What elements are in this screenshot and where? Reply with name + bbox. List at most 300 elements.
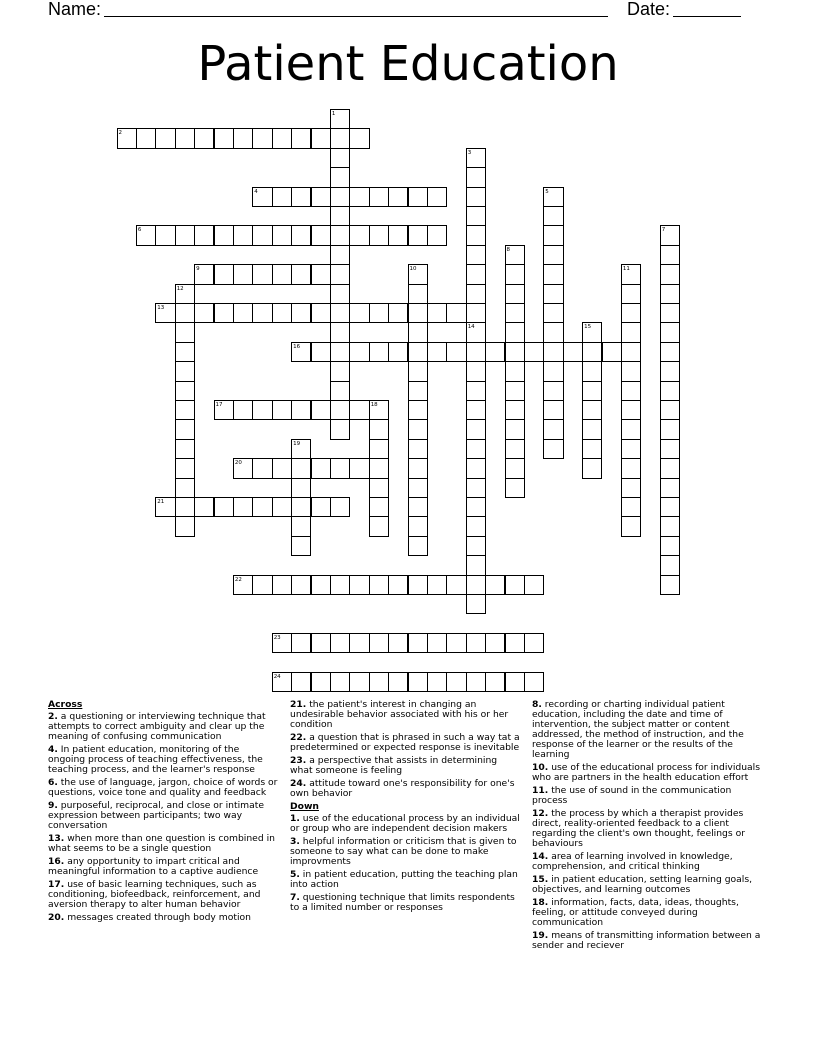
grid-cell[interactable] <box>621 322 641 342</box>
down-clue <box>290 814 520 834</box>
grid-cell[interactable] <box>252 187 272 207</box>
grid-cell[interactable] <box>214 225 234 245</box>
grid-cell[interactable] <box>446 575 466 595</box>
grid-cell[interactable] <box>291 575 311 595</box>
grid-cell[interactable] <box>660 284 680 304</box>
grid-cell[interactable] <box>369 400 389 420</box>
grid-cell[interactable] <box>175 322 195 342</box>
grid-cell[interactable] <box>621 400 641 420</box>
grid-cell[interactable] <box>660 322 680 342</box>
grid-cell[interactable] <box>272 264 292 284</box>
grid-cell[interactable] <box>466 264 486 284</box>
grid-cell[interactable] <box>543 361 563 381</box>
grid-cell[interactable] <box>446 303 466 323</box>
grid-cell[interactable] <box>349 225 369 245</box>
grid-cell[interactable] <box>252 303 272 323</box>
grid-cell[interactable] <box>427 342 447 362</box>
grid-cell[interactable] <box>466 225 486 245</box>
grid-cell[interactable] <box>214 128 234 148</box>
grid-cell[interactable] <box>349 400 369 420</box>
clue-number-label: 16. <box>48 856 65 867</box>
grid-cell[interactable] <box>349 342 369 362</box>
grid-cell[interactable] <box>660 381 680 401</box>
grid-cell[interactable] <box>311 303 331 323</box>
grid-cell[interactable] <box>408 284 428 304</box>
grid-cell[interactable] <box>408 458 428 478</box>
grid-cell[interactable] <box>505 284 525 304</box>
grid-cell[interactable] <box>155 225 175 245</box>
grid-cell[interactable] <box>330 245 350 265</box>
clue-number: 6 <box>137 227 142 234</box>
grid-cell[interactable] <box>602 342 622 362</box>
grid-cell[interactable] <box>505 245 525 265</box>
grid-cell[interactable] <box>291 400 311 420</box>
grid-cell[interactable] <box>505 264 525 284</box>
grid-cell[interactable] <box>272 128 292 148</box>
grid-cell[interactable] <box>466 555 486 575</box>
grid-cell[interactable] <box>272 633 292 653</box>
grid-cell[interactable] <box>621 342 641 362</box>
grid-cell[interactable] <box>408 187 428 207</box>
grid-cell[interactable] <box>291 672 311 692</box>
grid-cell[interactable] <box>466 478 486 498</box>
grid-cell[interactable] <box>466 206 486 226</box>
grid-cell[interactable] <box>369 187 389 207</box>
grid-cell[interactable] <box>524 342 544 362</box>
grid-cell[interactable] <box>330 128 350 148</box>
grid-cell[interactable] <box>543 245 563 265</box>
grid-cell[interactable] <box>233 575 253 595</box>
grid-cell[interactable] <box>466 400 486 420</box>
grid-cell[interactable] <box>621 381 641 401</box>
down-clue <box>532 763 768 783</box>
grid-cell[interactable] <box>311 264 331 284</box>
grid-cell[interactable] <box>330 206 350 226</box>
grid-cell[interactable] <box>252 400 272 420</box>
grid-cell[interactable] <box>505 672 525 692</box>
grid-cell[interactable] <box>330 497 350 517</box>
grid-cell[interactable] <box>427 575 447 595</box>
grid-cell[interactable] <box>505 322 525 342</box>
grid-cell[interactable] <box>466 245 486 265</box>
grid-cell[interactable] <box>175 458 195 478</box>
across-clue <box>48 801 278 831</box>
grid-cell[interactable] <box>660 516 680 536</box>
grid-cell[interactable] <box>660 342 680 362</box>
grid-cell[interactable] <box>330 361 350 381</box>
grid-cell[interactable] <box>466 458 486 478</box>
grid-cell[interactable] <box>466 303 486 323</box>
grid-cell[interactable] <box>330 225 350 245</box>
grid-cell[interactable] <box>660 555 680 575</box>
grid-cell[interactable] <box>446 672 466 692</box>
grid-cell[interactable] <box>505 361 525 381</box>
grid-cell[interactable] <box>291 342 311 362</box>
grid-cell[interactable] <box>291 478 311 498</box>
grid-cell[interactable] <box>349 458 369 478</box>
grid-cell[interactable] <box>408 497 428 517</box>
grid-cell[interactable] <box>660 264 680 284</box>
grid-cell[interactable] <box>311 633 331 653</box>
grid-cell[interactable] <box>660 439 680 459</box>
grid-cell[interactable] <box>466 536 486 556</box>
grid-cell[interactable] <box>330 264 350 284</box>
grid-cell[interactable] <box>330 633 350 653</box>
grid-cell[interactable] <box>272 400 292 420</box>
grid-cell[interactable] <box>582 342 602 362</box>
grid-cell[interactable] <box>214 303 234 323</box>
grid-cell[interactable] <box>408 516 428 536</box>
grid-cell[interactable] <box>291 187 311 207</box>
clue-number-label: 19. <box>532 930 549 941</box>
grid-cell[interactable] <box>621 516 641 536</box>
grid-cell[interactable] <box>582 458 602 478</box>
grid-cell[interactable] <box>194 128 214 148</box>
grid-cell[interactable] <box>524 672 544 692</box>
grid-cell[interactable] <box>233 400 253 420</box>
grid-cell[interactable] <box>505 381 525 401</box>
clue-text: a question that is phrased in such a way tat a predetermined or expected response is inevitable <box>290 732 520 753</box>
grid-cell[interactable] <box>388 342 408 362</box>
grid-cell[interactable] <box>233 303 253 323</box>
grid-cell[interactable] <box>349 128 369 148</box>
grid-cell[interactable] <box>621 439 641 459</box>
grid-cell[interactable] <box>272 225 292 245</box>
grid-cell[interactable] <box>175 361 195 381</box>
grid-cell[interactable] <box>369 516 389 536</box>
grid-cell[interactable] <box>291 536 311 556</box>
grid-cell[interactable] <box>175 497 195 517</box>
grid-cell[interactable] <box>582 361 602 381</box>
grid-cell[interactable] <box>388 633 408 653</box>
grid-cell[interactable] <box>427 303 447 323</box>
grid-cell[interactable] <box>330 167 350 187</box>
grid-cell[interactable] <box>485 633 505 653</box>
grid-cell[interactable] <box>233 128 253 148</box>
grid-cell[interactable] <box>660 361 680 381</box>
grid-cell[interactable] <box>505 633 525 653</box>
grid-cell[interactable] <box>543 419 563 439</box>
grid-cell[interactable] <box>427 672 447 692</box>
grid-cell[interactable] <box>466 497 486 517</box>
grid-cell[interactable] <box>408 439 428 459</box>
grid-cell[interactable] <box>369 419 389 439</box>
grid-cell[interactable] <box>582 322 602 342</box>
grid-cell[interactable] <box>582 439 602 459</box>
grid-cell[interactable] <box>621 458 641 478</box>
grid-cell[interactable] <box>408 478 428 498</box>
grid-cell[interactable] <box>621 478 641 498</box>
grid-cell[interactable] <box>660 497 680 517</box>
grid-cell[interactable] <box>155 497 175 517</box>
grid-cell[interactable] <box>582 381 602 401</box>
grid-cell[interactable] <box>214 497 234 517</box>
grid-cell[interactable] <box>408 575 428 595</box>
grid-cell[interactable] <box>505 400 525 420</box>
clue-text: the use of sound in the communication process <box>532 785 732 806</box>
grid-cell[interactable] <box>175 478 195 498</box>
grid-cell[interactable] <box>563 342 583 362</box>
grid-cell[interactable] <box>505 575 525 595</box>
grid-cell[interactable] <box>388 672 408 692</box>
grid-cell[interactable] <box>291 303 311 323</box>
grid-cell[interactable] <box>175 284 195 304</box>
grid-cell[interactable] <box>330 575 350 595</box>
grid-cell[interactable] <box>252 458 272 478</box>
grid-cell[interactable] <box>621 419 641 439</box>
grid-cell[interactable] <box>660 245 680 265</box>
grid-cell[interactable] <box>543 303 563 323</box>
grid-cell[interactable] <box>466 594 486 614</box>
grid-cell[interactable] <box>349 575 369 595</box>
grid-cell[interactable] <box>427 187 447 207</box>
grid-cell[interactable] <box>291 264 311 284</box>
grid-cell[interactable] <box>214 264 234 284</box>
grid-cell[interactable] <box>175 225 195 245</box>
grid-cell[interactable] <box>427 633 447 653</box>
grid-cell[interactable] <box>660 225 680 245</box>
grid-cell[interactable] <box>621 303 641 323</box>
grid-cell[interactable] <box>466 672 486 692</box>
down-clue <box>290 837 520 867</box>
clues-col-2 <box>290 700 520 916</box>
grid-cell[interactable] <box>311 342 331 362</box>
grid-cell[interactable] <box>175 303 195 323</box>
grid-cell[interactable] <box>233 225 253 245</box>
grid-cell[interactable] <box>543 264 563 284</box>
grid-cell[interactable] <box>175 342 195 362</box>
grid-cell[interactable] <box>311 672 331 692</box>
grid-cell[interactable] <box>505 303 525 323</box>
grid-cell[interactable] <box>330 284 350 304</box>
grid-cell[interactable] <box>660 536 680 556</box>
grid-cell[interactable] <box>252 128 272 148</box>
grid-cell[interactable] <box>543 206 563 226</box>
grid-cell[interactable] <box>175 400 195 420</box>
across-clue <box>48 857 278 877</box>
grid-cell[interactable] <box>233 264 253 284</box>
grid-cell[interactable] <box>660 458 680 478</box>
grid-cell[interactable] <box>291 633 311 653</box>
grid-cell[interactable] <box>543 381 563 401</box>
clue-number: 22 <box>234 576 242 583</box>
grid-cell[interactable] <box>369 342 389 362</box>
grid-cell[interactable] <box>291 458 311 478</box>
grid-cell[interactable] <box>621 497 641 517</box>
grid-cell[interactable] <box>543 439 563 459</box>
grid-cell[interactable] <box>466 516 486 536</box>
grid-cell[interactable] <box>369 458 389 478</box>
grid-cell[interactable] <box>388 187 408 207</box>
grid-cell[interactable] <box>330 303 350 323</box>
grid-cell[interactable] <box>330 342 350 362</box>
grid-cell[interactable] <box>505 458 525 478</box>
grid-cell[interactable] <box>660 303 680 323</box>
grid-cell[interactable] <box>369 439 389 459</box>
grid-cell[interactable] <box>369 225 389 245</box>
grid-cell[interactable] <box>349 303 369 323</box>
grid-cell[interactable] <box>466 148 486 168</box>
grid-cell[interactable] <box>311 225 331 245</box>
grid-cell[interactable] <box>272 458 292 478</box>
grid-cell[interactable] <box>330 187 350 207</box>
grid-cell[interactable] <box>330 148 350 168</box>
grid-cell[interactable] <box>505 342 525 362</box>
grid-cell[interactable] <box>388 303 408 323</box>
grid-cell[interactable] <box>330 381 350 401</box>
grid-cell[interactable] <box>466 633 486 653</box>
grid-cell[interactable] <box>660 419 680 439</box>
grid-cell[interactable] <box>621 284 641 304</box>
grid-cell[interactable] <box>524 633 544 653</box>
grid-cell[interactable] <box>291 128 311 148</box>
grid-cell[interactable] <box>349 187 369 207</box>
grid-cell[interactable] <box>349 633 369 653</box>
grid-cell[interactable] <box>369 672 389 692</box>
clue-text: when more than one question is combined in what seems to be a single question <box>48 833 275 854</box>
grid-cell[interactable] <box>621 361 641 381</box>
grid-cell[interactable] <box>272 303 292 323</box>
grid-cell[interactable] <box>369 633 389 653</box>
grid-cell[interactable] <box>408 536 428 556</box>
grid-cell[interactable] <box>349 672 369 692</box>
grid-cell[interactable] <box>272 575 292 595</box>
grid-cell[interactable] <box>485 672 505 692</box>
grid-cell[interactable] <box>485 342 505 362</box>
grid-cell[interactable] <box>252 497 272 517</box>
grid-cell[interactable] <box>291 225 311 245</box>
grid-cell[interactable] <box>175 128 195 148</box>
grid-cell[interactable] <box>194 225 214 245</box>
grid-cell[interactable] <box>214 400 234 420</box>
grid-cell[interactable] <box>194 264 214 284</box>
grid-cell[interactable] <box>136 225 156 245</box>
grid-cell[interactable] <box>272 187 292 207</box>
grid-cell[interactable] <box>330 322 350 342</box>
grid-cell[interactable] <box>466 361 486 381</box>
grid-cell[interactable] <box>175 381 195 401</box>
grid-cell[interactable] <box>369 497 389 517</box>
clue-number: 17 <box>215 402 223 408</box>
grid-cell[interactable] <box>621 264 641 284</box>
clue-text: recording or charting individual patient education, including the date and time of intervention, the subject matter or content addressed, the method of instruction, and the response of the learner or the results of the learning <box>532 699 744 760</box>
grid-cell[interactable] <box>543 322 563 342</box>
grid-cell[interactable] <box>408 342 428 362</box>
across-clue <box>48 913 278 923</box>
grid-cell[interactable] <box>155 303 175 323</box>
grid-cell[interactable] <box>408 225 428 245</box>
grid-cell[interactable] <box>408 381 428 401</box>
grid-cell[interactable] <box>369 575 389 595</box>
grid-cell[interactable] <box>175 516 195 536</box>
grid-cell[interactable] <box>466 381 486 401</box>
grid-cell[interactable] <box>388 225 408 245</box>
grid-cell[interactable] <box>311 458 331 478</box>
grid-cell[interactable] <box>330 672 350 692</box>
grid-cell[interactable] <box>466 187 486 207</box>
grid-cell[interactable] <box>233 458 253 478</box>
grid-cell[interactable] <box>291 497 311 517</box>
grid-cell[interactable] <box>505 439 525 459</box>
grid-cell[interactable] <box>660 478 680 498</box>
grid-cell[interactable] <box>369 303 389 323</box>
grid-cell[interactable] <box>466 284 486 304</box>
grid-cell[interactable] <box>543 187 563 207</box>
grid-cell[interactable] <box>408 672 428 692</box>
grid-cell[interactable] <box>272 497 292 517</box>
grid-cell[interactable] <box>466 167 486 187</box>
grid-cell[interactable] <box>408 264 428 284</box>
grid-cell[interactable] <box>311 400 331 420</box>
grid-cell[interactable] <box>330 109 350 129</box>
grid-cell[interactable] <box>466 322 486 342</box>
grid-cell[interactable] <box>582 400 602 420</box>
grid-cell[interactable] <box>252 264 272 284</box>
grid-cell[interactable] <box>543 400 563 420</box>
grid-cell[interactable] <box>408 419 428 439</box>
grid-cell[interactable] <box>330 400 350 420</box>
grid-cell[interactable] <box>505 419 525 439</box>
clue-number: 9 <box>196 266 200 273</box>
grid-cell[interactable] <box>117 128 137 148</box>
grid-cell[interactable] <box>466 575 486 595</box>
grid-cell[interactable] <box>408 322 428 342</box>
grid-cell[interactable] <box>543 284 563 304</box>
grid-cell[interactable] <box>136 128 156 148</box>
grid-cell[interactable] <box>446 633 466 653</box>
grid-cell[interactable] <box>291 516 311 536</box>
grid-cell[interactable] <box>485 575 505 595</box>
grid-cell[interactable] <box>311 128 331 148</box>
grid-cell[interactable] <box>408 400 428 420</box>
grid-cell[interactable] <box>466 439 486 459</box>
grid-cell[interactable] <box>446 342 466 362</box>
grid-cell[interactable] <box>194 497 214 517</box>
grid-cell[interactable] <box>408 361 428 381</box>
grid-cell[interactable] <box>311 497 331 517</box>
grid-cell[interactable] <box>311 187 331 207</box>
grid-cell[interactable] <box>252 225 272 245</box>
grid-cell[interactable] <box>175 419 195 439</box>
grid-cell[interactable] <box>543 342 563 362</box>
grid-cell[interactable] <box>194 303 214 323</box>
grid-cell[interactable] <box>660 575 680 595</box>
grid-cell[interactable] <box>252 575 272 595</box>
grid-cell[interactable] <box>291 439 311 459</box>
grid-cell[interactable] <box>427 225 447 245</box>
grid-cell[interactable] <box>330 419 350 439</box>
grid-cell[interactable] <box>466 419 486 439</box>
grid-cell[interactable] <box>660 400 680 420</box>
grid-cell[interactable] <box>505 478 525 498</box>
grid-cell[interactable] <box>233 497 253 517</box>
grid-cell[interactable] <box>175 439 195 459</box>
grid-cell[interactable] <box>330 458 350 478</box>
grid-cell[interactable] <box>582 419 602 439</box>
grid-cell[interactable] <box>408 633 428 653</box>
grid-cell[interactable] <box>466 342 486 362</box>
grid-cell[interactable] <box>272 672 292 692</box>
grid-cell[interactable] <box>155 128 175 148</box>
across-clue <box>48 778 278 798</box>
grid-cell[interactable] <box>388 575 408 595</box>
grid-cell[interactable] <box>408 303 428 323</box>
grid-cell[interactable] <box>311 575 331 595</box>
grid-cell[interactable] <box>369 478 389 498</box>
grid-cell[interactable] <box>543 225 563 245</box>
clue-number-label: 14. <box>532 851 549 862</box>
grid-cell[interactable] <box>524 575 544 595</box>
